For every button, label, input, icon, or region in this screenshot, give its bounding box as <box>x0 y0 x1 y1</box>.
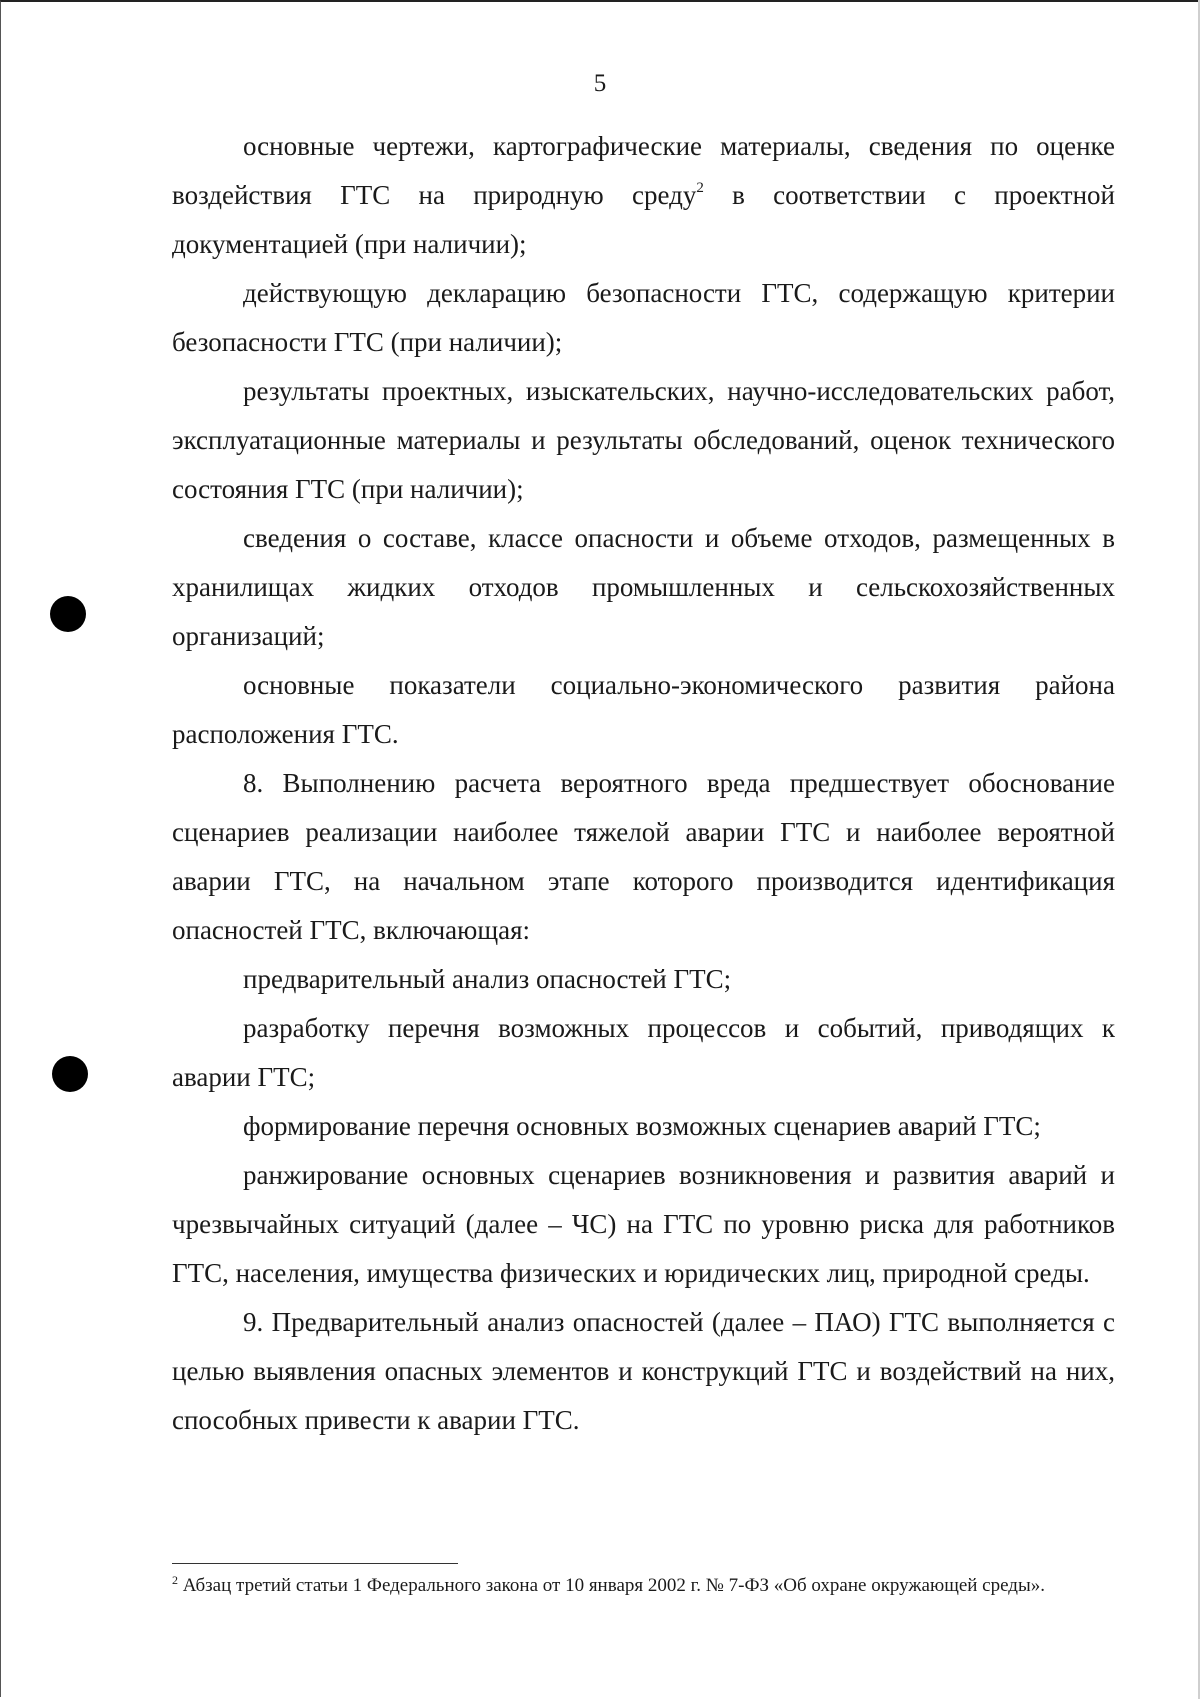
paragraph: предварительный анализ опасностей ГТС; <box>243 964 732 994</box>
paragraph: действующую декларацию безопасности ГТС, содержащую критерии безопасности ГТС (при наличии); <box>172 278 1115 357</box>
paragraph: основные показатели социально-экономического развития района расположения ГТС. <box>172 670 1115 749</box>
footnote-marker: 2 <box>172 1573 178 1587</box>
paragraph: разработку перечня возможных процессов и событий, приводящих к аварии ГТС; <box>172 1013 1115 1092</box>
paragraph: формирование перечня основных возможных сценариев аварий ГТС; <box>243 1111 1041 1141</box>
paragraph: 8. Выполнению расчета вероятного вреда предшествует обоснование сценариев реализации наиболее тяжелой аварии ГТС и наиболее вероятной аварии ГТС, на начальном этапе которого производится идентификация опасностей ГТС, включающая: <box>172 768 1115 945</box>
page-number: 5 <box>593 70 607 97</box>
paragraph: сведения о составе, классе опасности и объеме отходов, размещенных в хранилищах жидких отходов промышленных и сельскохозяйственных организаций; <box>172 523 1115 651</box>
body-text <box>172 122 1115 1445</box>
paragraph: основные чертежи, картографические материалы, сведения по оценке воздействия ГТС на природную среду$^2$ в соответствии с проектной документацией (при наличии); <box>172 131 1116 259</box>
footnote-text: Абзац третий статьи 1 Федерального закона от 10 января 2002 г. № 7-ФЗ «Об охране окружающей среды». <box>178 1575 1045 1596</box>
paragraph: 9. Предварительный анализ опасностей (далее – ПАО) ГТС выполняется с целью выявления опасных элементов и конструкций ГТС и воздействий на них, способных привести к аварии ГТС. <box>172 1307 1115 1435</box>
footnote-separator <box>172 1563 458 1564</box>
footnote <box>172 1573 1132 1599</box>
paragraph: ранжирование основных сценариев возникновения и развития аварий и чрезвычайных ситуаций (далее – ЧС) на ГТС по уровню риска для работников ГТС, населения, имущества физических и юридических лиц, природной среды. <box>172 1160 1115 1288</box>
footnote-reference: 2 <box>696 180 704 196</box>
punch-hole-top <box>50 596 86 632</box>
punch-hole-bottom <box>52 1056 88 1092</box>
paragraph: результаты проектных, изыскательских, научно-исследовательских работ, эксплуатационные материалы и результаты обследований, оценок технического состояния ГТС (при наличии); <box>172 376 1115 504</box>
